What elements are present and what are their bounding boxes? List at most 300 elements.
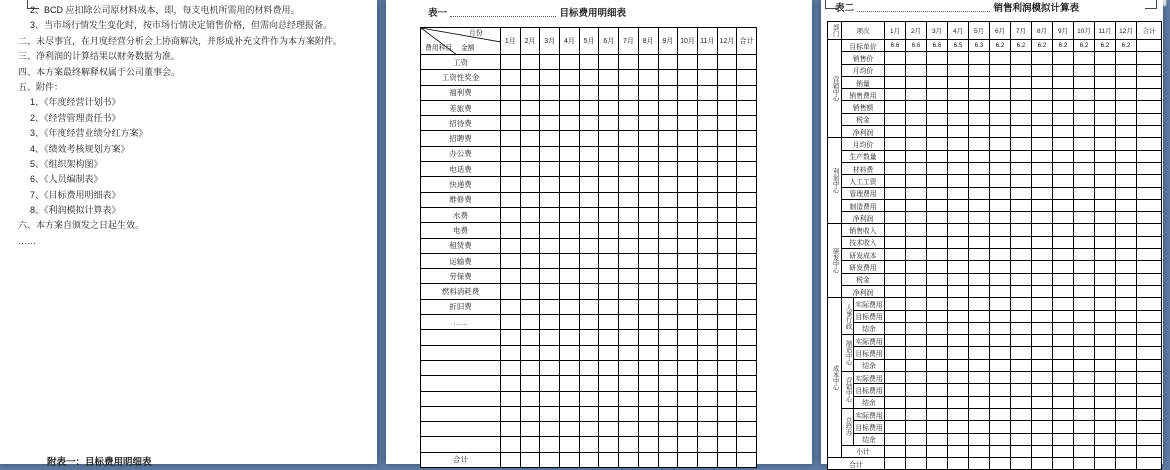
expense-cell[interactable] [717,116,737,131]
expense-cell[interactable] [658,269,678,284]
expense-cell[interactable] [658,131,678,146]
value-cell[interactable] [948,261,969,273]
expense-cell[interactable] [638,269,658,284]
expense-cell[interactable] [697,207,717,222]
expense-cell[interactable] [658,452,678,467]
expense-cell[interactable] [579,345,599,360]
value-cell[interactable] [1074,285,1095,297]
expense-cell[interactable] [560,162,580,177]
expense-cell[interactable] [599,55,619,70]
expense-cell[interactable] [619,238,639,253]
value-cell[interactable] [969,199,990,211]
expense-cell[interactable] [579,177,599,192]
doc-text-line[interactable]: 5、《组织架构图》 [30,158,103,169]
value-cell[interactable] [1011,138,1032,150]
expense-cell[interactable] [717,452,737,467]
item-row-label[interactable]: 实际费用 [854,335,885,347]
expense-cell[interactable] [737,100,757,115]
expense-cell[interactable] [737,360,757,375]
value-cell[interactable] [885,433,906,445]
expense-cell[interactable] [678,376,698,391]
value-cell[interactable] [906,261,927,273]
item-row-label[interactable]: 净利润 [842,126,885,138]
value-cell[interactable] [1137,298,1162,310]
value-cell[interactable] [1032,408,1053,420]
expense-cell[interactable] [678,284,698,299]
value-cell[interactable] [1074,322,1095,334]
expense-cell[interactable] [560,330,580,345]
expense-cell[interactable] [599,131,619,146]
value-cell[interactable] [1053,359,1074,371]
value-cell[interactable] [1095,322,1116,334]
value-cell[interactable] [948,359,969,371]
value-cell[interactable] [1095,236,1116,248]
value-cell[interactable] [969,359,990,371]
column-header[interactable]: 12月 [717,28,737,55]
expense-cell[interactable] [520,269,540,284]
value-cell[interactable] [1137,224,1162,236]
value-cell[interactable] [1032,150,1053,162]
value-cell[interactable] [1137,175,1162,187]
expense-cell[interactable] [717,207,737,222]
value-cell[interactable] [1011,249,1032,261]
value-cell[interactable] [948,212,969,224]
value-cell[interactable] [969,347,990,359]
expense-cell[interactable] [638,253,658,268]
expense-cell[interactable] [520,223,540,238]
value-cell[interactable] [1095,421,1116,433]
value-cell[interactable] [927,52,948,64]
value-cell[interactable] [1053,187,1074,199]
expense-cell[interactable] [717,406,737,421]
value-cell[interactable] [1011,384,1032,396]
value-cell[interactable] [906,64,927,76]
doc-text-line[interactable]: 8、《利润模拟计算表》 [30,205,121,216]
expense-cell[interactable] [520,330,540,345]
doc-text-line[interactable]: 六、本方案自颁发之日起生效。 [18,220,145,231]
item-row-label[interactable]: 目标费用 [854,384,885,396]
expense-cell[interactable] [560,452,580,467]
expense-cell[interactable] [697,315,717,330]
item-row-label[interactable]: 实际费用 [854,372,885,384]
value-cell[interactable] [885,138,906,150]
expense-cell[interactable] [717,391,737,406]
value-cell[interactable] [990,273,1011,285]
value-cell[interactable] [927,298,948,310]
value-cell[interactable] [927,249,948,261]
column-header[interactable]: 6月 [599,28,619,55]
value-cell[interactable] [969,126,990,138]
value-cell[interactable] [1116,310,1137,322]
value-cell[interactable] [1053,285,1074,297]
value-cell[interactable] [885,298,906,310]
value-cell[interactable] [1032,126,1053,138]
value-cell[interactable] [885,396,906,408]
value-cell[interactable] [1011,359,1032,371]
value-cell[interactable] [906,236,927,248]
expense-cell[interactable] [697,269,717,284]
expense-cell[interactable] [678,299,698,314]
expense-cell[interactable] [619,345,639,360]
expense-cell[interactable] [599,452,619,467]
expense-cell[interactable] [520,376,540,391]
value-cell[interactable] [948,421,969,433]
value-cell[interactable] [1053,408,1074,420]
expense-cell[interactable] [501,162,521,177]
expense-row-label[interactable]: 快递费 [421,177,501,192]
group-label[interactable]: 研发中心 [828,224,842,298]
expense-cell[interactable] [540,85,560,100]
expense-row-label[interactable] [421,360,501,375]
value-cell[interactable] [927,199,948,211]
value-cell[interactable] [948,298,969,310]
expense-row-label[interactable]: 福利费 [421,85,501,100]
expense-cell[interactable] [540,406,560,421]
value-cell[interactable] [906,175,927,187]
expense-cell[interactable] [540,284,560,299]
value-cell[interactable] [1011,101,1032,113]
value-cell[interactable] [969,64,990,76]
value-cell[interactable] [1032,445,1053,457]
expense-cell[interactable] [717,422,737,437]
value-cell[interactable] [927,421,948,433]
value-cell[interactable] [1116,175,1137,187]
expense-cell[interactable] [658,116,678,131]
expense-cell[interactable] [520,422,540,437]
item-row-label[interactable]: 销售收入 [842,224,885,236]
expense-cell[interactable] [717,223,737,238]
expense-cell[interactable] [540,422,560,437]
value-cell[interactable] [969,212,990,224]
value-cell[interactable] [1137,273,1162,285]
value-cell[interactable] [927,273,948,285]
value-cell[interactable] [1137,359,1162,371]
column-header[interactable]: 7月 [1011,22,1032,40]
expense-cell[interactable] [579,360,599,375]
expense-cell[interactable] [619,100,639,115]
value-cell[interactable] [906,52,927,64]
value-cell[interactable] [1116,64,1137,76]
expense-cell[interactable] [579,116,599,131]
expense-cell[interactable] [737,315,757,330]
value-cell[interactable] [1032,187,1053,199]
value-cell[interactable] [906,335,927,347]
expense-cell[interactable] [638,100,658,115]
doc-text-line[interactable]: 3、《年度经营业绩分红方案》 [30,128,148,139]
expense-cell[interactable] [658,253,678,268]
expense-cell[interactable] [579,253,599,268]
value-cell[interactable] [990,89,1011,101]
expense-cell[interactable] [579,223,599,238]
expense-cell[interactable] [540,253,560,268]
value-cell[interactable] [990,310,1011,322]
value-cell[interactable] [1011,322,1032,334]
expense-cell[interactable] [599,391,619,406]
expense-row-label[interactable] [421,422,501,437]
value-cell[interactable] [1011,236,1032,248]
expense-cell[interactable] [619,437,639,452]
value-cell[interactable] [990,101,1011,113]
value-cell[interactable] [885,261,906,273]
value-cell[interactable] [1053,445,1074,457]
value-cell[interactable] [1074,89,1095,101]
doc-text-line[interactable]: 1、《年度经营计划书》 [30,97,121,108]
value-cell[interactable] [969,433,990,445]
value-cell[interactable] [885,175,906,187]
value-cell[interactable] [1074,224,1095,236]
value-cell[interactable] [906,359,927,371]
value-cell[interactable] [1032,384,1053,396]
expense-cell[interactable] [658,422,678,437]
expense-cell[interactable] [560,391,580,406]
value-cell[interactable] [906,445,927,457]
value-cell[interactable] [1095,273,1116,285]
expense-cell[interactable] [697,376,717,391]
expense-cell[interactable] [638,85,658,100]
expense-cell[interactable] [678,437,698,452]
expense-cell[interactable] [697,162,717,177]
expense-cell[interactable] [501,70,521,85]
value-cell[interactable] [1137,199,1162,211]
column-header[interactable]: 7月 [619,28,639,55]
value-cell[interactable] [927,384,948,396]
expense-cell[interactable] [737,391,757,406]
value-cell[interactable] [906,150,927,162]
expense-cell[interactable] [560,55,580,70]
expense-cell[interactable] [697,330,717,345]
value-cell[interactable] [1032,249,1053,261]
value-cell[interactable] [1053,76,1074,88]
value-cell[interactable] [1137,113,1162,125]
grand-total-label[interactable]: 合计 [828,458,885,470]
expense-cell[interactable] [678,70,698,85]
expense-cell[interactable] [579,162,599,177]
group-label[interactable]: 成本中心 [828,298,842,458]
expense-cell[interactable] [579,70,599,85]
value-cell[interactable] [948,89,969,101]
value-cell[interactable] [969,322,990,334]
column-header[interactable]: 9月 [658,28,678,55]
item-row-label[interactable]: 实际费用 [854,408,885,420]
value-cell[interactable] [990,384,1011,396]
value-cell[interactable] [1116,101,1137,113]
value-cell[interactable] [1074,384,1095,396]
value-cell[interactable] [1074,212,1095,224]
value-cell[interactable] [927,347,948,359]
expense-cell[interactable] [697,192,717,207]
expense-cell[interactable] [520,315,540,330]
value-cell[interactable] [1011,175,1032,187]
expense-cell[interactable] [599,70,619,85]
value-cell[interactable] [1053,64,1074,76]
expense-cell[interactable] [540,437,560,452]
expense-cell[interactable] [560,100,580,115]
value-cell[interactable] [1095,359,1116,371]
value-cell[interactable] [906,433,927,445]
value-cell[interactable] [1095,335,1116,347]
value-cell[interactable] [1032,433,1053,445]
value-cell[interactable] [1116,187,1137,199]
value-cell[interactable] [1116,298,1137,310]
value-cell[interactable] [1095,212,1116,224]
expense-cell[interactable] [599,177,619,192]
expense-cell[interactable] [678,345,698,360]
expense-cell[interactable] [560,131,580,146]
expense-cell[interactable] [658,207,678,222]
value-cell[interactable] [1116,335,1137,347]
item-row-label[interactable]: 管理费用 [842,187,885,199]
value-cell[interactable] [906,372,927,384]
value-cell[interactable] [885,408,906,420]
expense-cell[interactable] [540,376,560,391]
expense-cell[interactable] [599,116,619,131]
value-cell[interactable] [969,138,990,150]
value-cell[interactable] [885,445,906,457]
value-cell[interactable] [927,372,948,384]
expense-cell[interactable] [737,253,757,268]
value-cell[interactable] [906,310,927,322]
value-cell[interactable] [927,445,948,457]
value-cell[interactable] [1095,298,1116,310]
value-cell[interactable] [969,384,990,396]
value-cell[interactable] [990,64,1011,76]
expense-cell[interactable] [560,70,580,85]
column-header[interactable]: 11月 [697,28,717,55]
value-cell[interactable] [1074,126,1095,138]
value-cell[interactable] [969,101,990,113]
expense-cell[interactable] [540,238,560,253]
expense-cell[interactable] [540,146,560,161]
value-cell[interactable] [1011,261,1032,273]
expense-cell[interactable] [638,131,658,146]
item-row-label[interactable]: 实际费用 [854,298,885,310]
value-cell[interactable] [1137,150,1162,162]
expense-cell[interactable] [717,146,737,161]
column-header[interactable]: 9月 [1053,22,1074,40]
expense-cell[interactable] [599,100,619,115]
value-cell[interactable] [927,89,948,101]
value-cell[interactable] [1032,101,1053,113]
value-cell[interactable] [1095,433,1116,445]
expense-cell[interactable] [697,55,717,70]
expense-cell[interactable] [579,422,599,437]
doc-text-line[interactable]: 2、《经营管理责任书》 [30,112,121,123]
value-cell[interactable] [927,224,948,236]
expense-cell[interactable] [579,437,599,452]
value-cell[interactable] [990,126,1011,138]
value-cell[interactable] [885,359,906,371]
value-cell[interactable] [990,76,1011,88]
value-cell[interactable] [969,236,990,248]
value-cell[interactable] [1116,52,1137,64]
expense-cell[interactable] [560,146,580,161]
expense-cell[interactable] [520,360,540,375]
value-cell[interactable] [885,421,906,433]
expense-cell[interactable] [658,238,678,253]
value-cell[interactable] [1137,76,1162,88]
expense-cell[interactable] [697,452,717,467]
expense-cell[interactable] [678,146,698,161]
value-cell[interactable] [906,298,927,310]
value-cell[interactable] [948,273,969,285]
item-row-label[interactable]: 月均价 [842,138,885,150]
value-cell[interactable] [885,285,906,297]
expense-cell[interactable] [619,391,639,406]
value-cell[interactable] [927,212,948,224]
total-column-header[interactable]: 合计 [1137,22,1162,40]
value-cell[interactable] [927,433,948,445]
value-cell[interactable] [948,396,969,408]
expense-cell[interactable] [717,284,737,299]
expense-cell[interactable] [599,207,619,222]
expense-cell[interactable] [658,360,678,375]
value-cell[interactable] [906,224,927,236]
value-cell[interactable] [1053,347,1074,359]
expense-cell[interactable] [560,345,580,360]
expense-cell[interactable] [678,131,698,146]
value-cell[interactable] [1074,52,1095,64]
value-cell[interactable] [1095,150,1116,162]
column-header[interactable]: 10月 [1074,22,1095,40]
item-row-label[interactable]: 生产数量 [842,150,885,162]
expense-cell[interactable] [501,253,521,268]
column-header[interactable]: 11月 [1095,22,1116,40]
expense-cell[interactable] [619,284,639,299]
value-cell[interactable] [1011,433,1032,445]
value-cell[interactable] [1011,162,1032,174]
expense-cell[interactable] [501,100,521,115]
expense-cell[interactable] [697,284,717,299]
column-header[interactable]: 8月 [638,28,658,55]
expense-cell[interactable] [501,146,521,161]
expense-cell[interactable] [619,85,639,100]
expense-cell[interactable] [501,192,521,207]
value-cell[interactable] [885,335,906,347]
expense-cell[interactable] [717,238,737,253]
value-cell[interactable] [927,187,948,199]
expense-row-label[interactable]: 水费 [421,207,501,222]
expense-cell[interactable] [697,253,717,268]
expense-row-label[interactable] [421,391,501,406]
expense-cell[interactable] [717,330,737,345]
expense-row-label[interactable]: …… [421,315,501,330]
expense-cell[interactable] [678,452,698,467]
value-cell[interactable] [1053,310,1074,322]
expense-cell[interactable] [520,116,540,131]
expense-cell[interactable] [599,376,619,391]
value-cell[interactable] [1053,298,1074,310]
value-cell[interactable] [1032,347,1053,359]
value-cell[interactable] [906,162,927,174]
value-cell[interactable] [1116,372,1137,384]
expense-cell[interactable] [717,376,737,391]
expense-cell[interactable] [619,162,639,177]
value-cell[interactable] [885,64,906,76]
expense-cell[interactable] [540,131,560,146]
column-header[interactable]: 2月 [520,28,540,55]
value-cell[interactable] [1032,335,1053,347]
value-cell[interactable] [1137,187,1162,199]
expense-cell[interactable] [501,85,521,100]
value-cell[interactable] [1032,396,1053,408]
value-cell[interactable] [1095,285,1116,297]
value-cell[interactable] [1116,261,1137,273]
value-cell[interactable] [1011,187,1032,199]
value-cell[interactable] [1011,126,1032,138]
value-cell[interactable] [990,396,1011,408]
value-cell[interactable] [927,335,948,347]
value-cell[interactable] [1053,421,1074,433]
